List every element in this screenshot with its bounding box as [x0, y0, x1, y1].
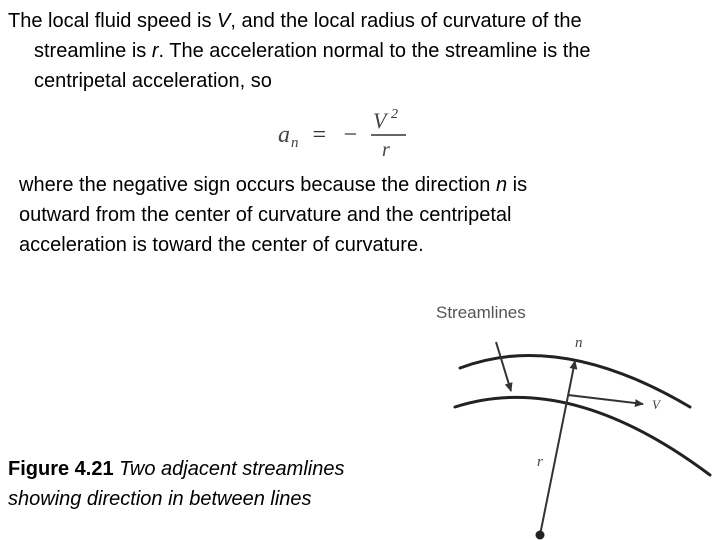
equation-lhs: a — [278, 122, 290, 148]
equation-normal-acceleration — [278, 104, 428, 160]
label-r: r — [537, 454, 543, 470]
velocity-arrow — [568, 395, 643, 404]
figure-caption-line-2: showing direction in between lines — [8, 488, 312, 510]
streamline-inner — [455, 397, 710, 475]
paragraph-intro-line-1: The local fluid speed is V, and the local radius of curvature of the — [8, 10, 582, 32]
streamlines-title: Streamlines — [436, 303, 526, 322]
arrow-to-outer-streamline — [496, 342, 511, 391]
label-v: V — [652, 397, 660, 412]
equation-minus: − — [342, 122, 359, 148]
paragraph-explanation-line-2: outward from the center of curvature and the centripetal — [19, 204, 512, 226]
equation-numerator: V — [373, 108, 387, 133]
paragraph-explanation-line-1: where the negative sign occurs because the direction n is — [19, 174, 528, 196]
equation-exponent: 2 — [391, 107, 398, 122]
equation-equals: = — [311, 122, 328, 148]
equation-subscript: n — [291, 135, 299, 151]
radius-vector-arrow — [540, 361, 575, 535]
paragraph-explanation-line-3: acceleration is toward the center of curvature. — [19, 234, 424, 256]
paragraph-intro-line-3: centripetal acceleration, so — [34, 70, 272, 92]
paragraph-intro-line-2: streamline is r. The acceleration normal to the streamline is the — [34, 40, 591, 62]
figure-caption-line-1: Figure 4.21 Two adjacent streamlines — [8, 458, 345, 480]
figure-label: Figure 4.21 — [8, 458, 114, 480]
center-of-curvature-dot — [536, 531, 545, 540]
equation-denominator: r — [382, 139, 390, 160]
label-n: n — [575, 335, 583, 351]
figure-caption — [8, 454, 428, 514]
paragraph-explanation — [19, 170, 709, 260]
streamlines-figure — [420, 290, 720, 540]
paragraph-intro — [8, 6, 714, 96]
